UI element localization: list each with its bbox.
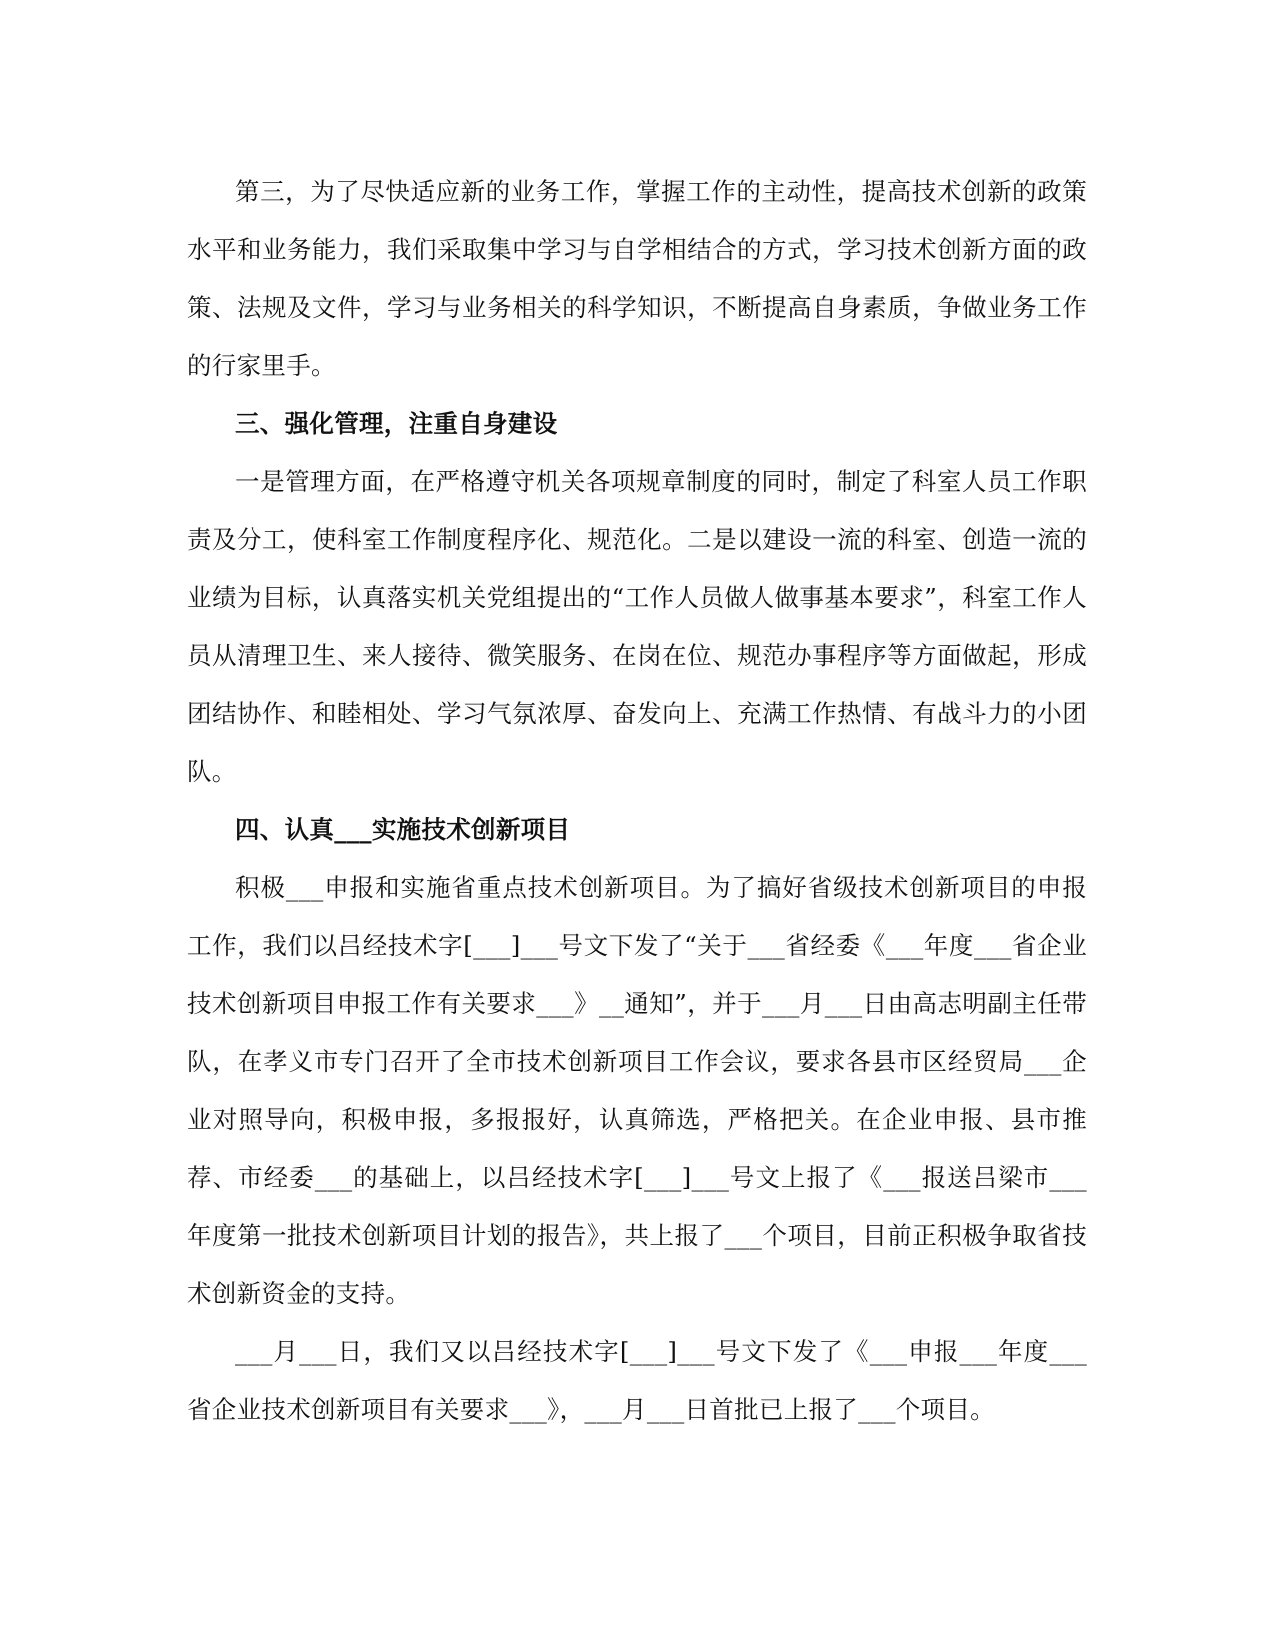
document-body [187, 163, 1087, 1439]
paragraph-management: 一是管理方面，在严格遵守机关各项规章制度的同时，制定了科室人员工作职责及分工，使科室工作制度程序化、规范化。二是以建设一流的科室、创造一流的业绩为目标，认真落实机关党组提出的“工作人员做人做事基本要求”，科室工作人员从清理卫生、来人接待、微笑服务、在岗在位、规范办事程序等方面做起，形成团结协作、和睦相处、学习气氛浓厚、奋发向上、充满工作热情、有战斗力的小团队。 [187, 467, 1087, 786]
paragraph-study-policy: 第三，为了尽快适应新的业务工作，掌握工作的主动性，提高技术创新的政策水平和业务能力，我们采取集中学习与自学相结合的方式，学习技术创新方面的政策、法规及文件，学习与业务相关的科学知识，不断提高自身素质，争做业务工作的行家里手。 [187, 177, 1087, 380]
paragraph-second-batch: ___月___日，我们又以吕经技术字[___]___号文下发了《___申报___年度___省企业技术创新项目有关要求___》，___月___日首批已上报了___个项目。 [187, 1337, 1087, 1424]
section-heading-innovation-projects: 四、认真___实施技术创新项目 [235, 815, 571, 844]
section-heading-management: 三、强化管理，注重自身建设 [235, 409, 558, 438]
paragraph-project-application: 积极___申报和实施省重点技术创新项目。为了搞好省级技术创新项目的申报工作，我们以吕经技术字[___]___号文下发了“关于___省经委《___年度___省企业技术创新项目申报工作有关要求___》__通知”，并于___月___日由高志明副主任带队，在孝义市专门召开了全市技术创新项目工作会议，要求各县市区经贸局___企业对照导向，积极申报，多报报好，认真筛选，严格把关。在企业申报、县市推荐、市经委___的基础上，以吕经技术字[___]___号文上报了《___报送吕梁市___年度第一批技术创新项目计划的报告》，共上报了___个项目，目前正积极争取省技术创新资金的支持。 [187, 873, 1087, 1308]
